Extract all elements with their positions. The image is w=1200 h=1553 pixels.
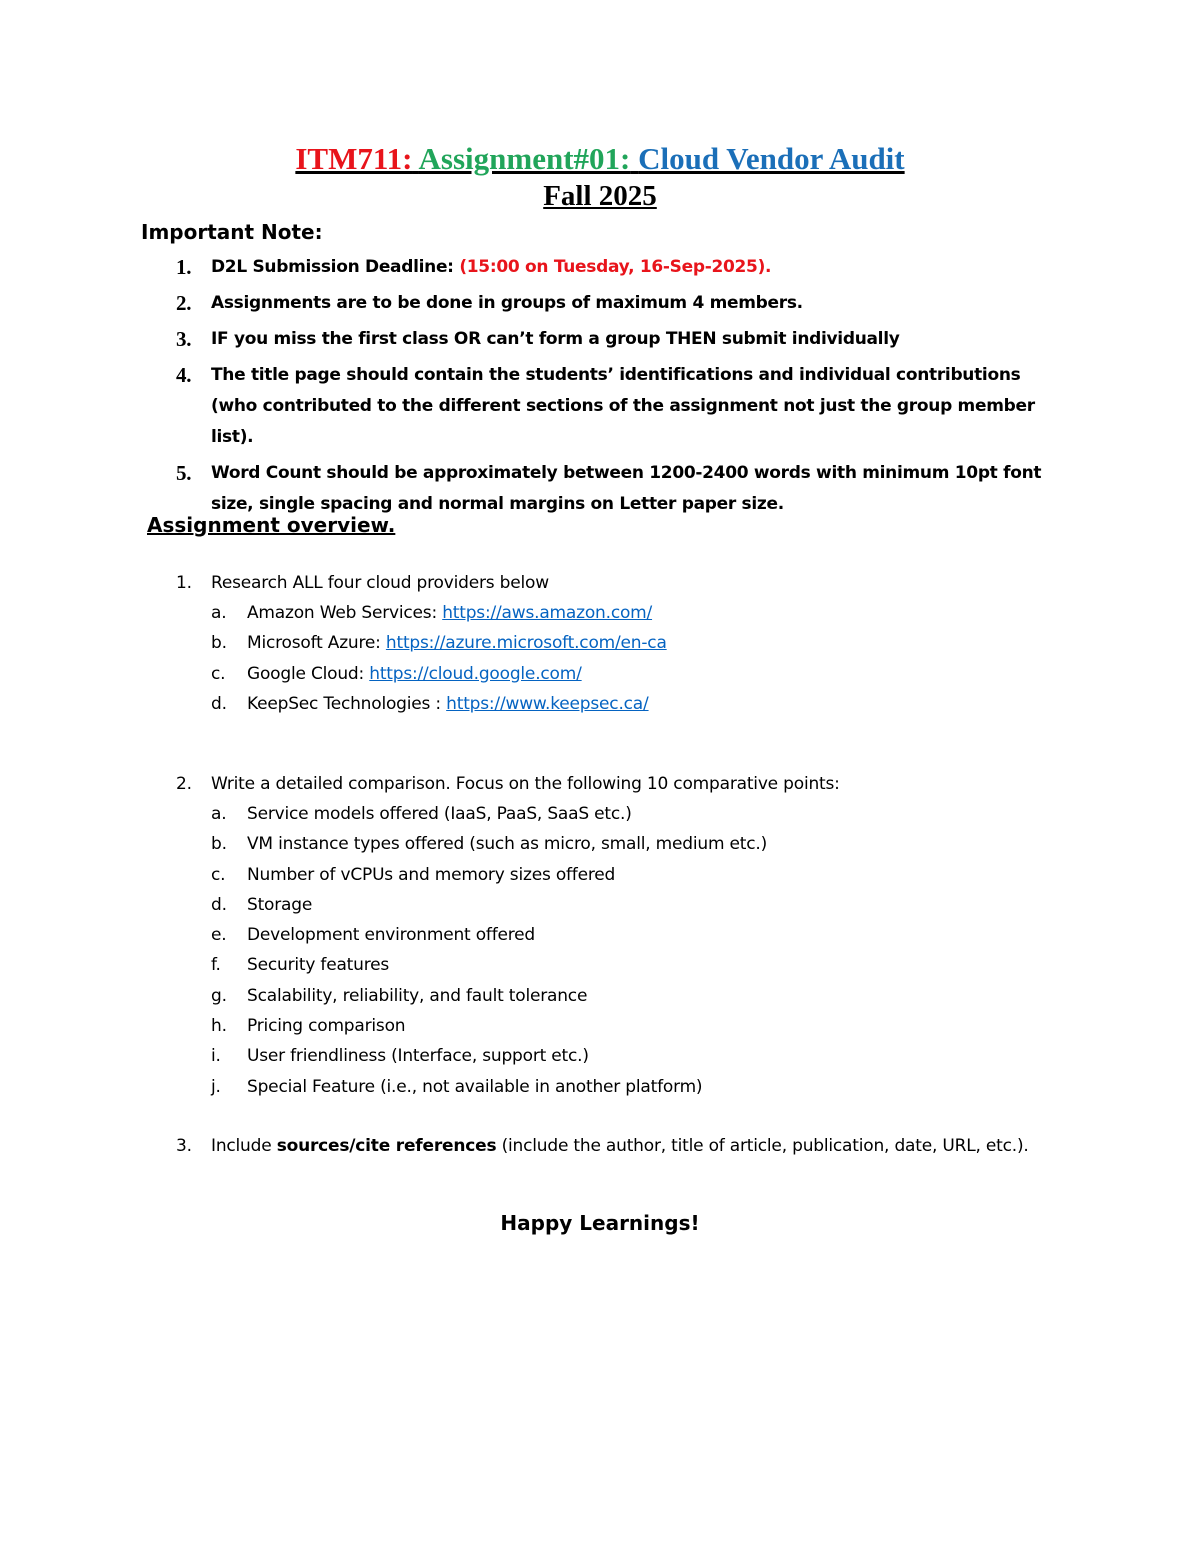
provider-letter: a.	[211, 603, 227, 623]
provider-name: Amazon Web Services:	[247, 603, 443, 623]
note-number: 1.	[176, 255, 192, 279]
comparison-point	[176, 799, 840, 829]
point-letter: c.	[211, 864, 226, 885]
document-title	[0, 140, 1200, 178]
step-text: Write a detailed comparison. Focus on the following 10 comparative points:	[211, 774, 840, 794]
closing-message: Happy Learnings!	[500, 1211, 700, 1235]
comparison-point	[176, 860, 840, 890]
point-letter: a.	[211, 804, 227, 824]
comparison-points-list	[176, 799, 840, 1102]
point-text: Scalability, reliability, and fault tolerance	[247, 985, 588, 1006]
provider-name: Google Cloud:	[247, 663, 370, 684]
provider-item	[176, 628, 667, 658]
step-text: Research ALL four cloud providers below	[211, 573, 549, 593]
point-letter: e.	[211, 925, 227, 946]
overview-heading: Assignment overview.	[147, 513, 396, 537]
step-text-bold: sources/cite references	[276, 1136, 497, 1156]
deadline-label: D2L Submission Deadline:	[211, 257, 460, 277]
azure-link[interactable]: https://azure.microsoft.com/en-ca	[385, 633, 667, 654]
point-letter: h.	[211, 1016, 227, 1037]
step-1	[176, 568, 667, 719]
provider-letter: c.	[211, 663, 226, 684]
google-cloud-link[interactable]: https://cloud.google.com/	[369, 663, 582, 684]
note-item	[176, 360, 1056, 453]
note-item	[176, 324, 1056, 355]
provider-item	[176, 689, 667, 719]
assignment-number: Assignment#01:	[418, 141, 631, 176]
note-number: 4.	[176, 363, 192, 387]
point-text: Security features	[247, 955, 390, 976]
assignment-topic: Cloud Vendor Audit	[638, 141, 905, 176]
provider-list	[176, 598, 667, 719]
point-letter: f.	[211, 955, 221, 976]
note-text: IF you miss the first class OR can’t form a group THEN submit individually	[211, 329, 900, 349]
step-text-suffix: (include the author, title of article, publication, date, URL, etc.).	[496, 1136, 1029, 1156]
step-3	[176, 1131, 1029, 1161]
step-number: 1.	[176, 573, 192, 593]
point-letter: b.	[211, 834, 227, 855]
comparison-point	[176, 829, 840, 859]
comparison-point	[176, 950, 840, 980]
comparison-point	[176, 1041, 840, 1071]
comparison-point	[176, 890, 840, 920]
point-text: Development environment offered	[247, 925, 536, 946]
step-2	[176, 769, 840, 1102]
comparison-point	[176, 920, 840, 950]
note-number: 3.	[176, 327, 192, 351]
step-1-item	[176, 568, 667, 598]
provider-item	[176, 598, 667, 628]
note-number: 2.	[176, 291, 192, 315]
point-text: Pricing comparison	[247, 1016, 406, 1037]
point-letter: j.	[211, 1076, 221, 1097]
comparison-point	[176, 1011, 840, 1041]
deadline-value: (15:00 on Tuesday, 16-Sep-2025).	[459, 257, 772, 277]
course-code: ITM711:	[295, 141, 413, 176]
step-2-item	[176, 769, 840, 799]
provider-letter: d.	[211, 693, 227, 714]
note-text: The title page should contain the students’ identifications and individual contributions (who contributed to the different sections of the assignment not just the group member list).	[211, 365, 1035, 447]
important-note-heading: Important Note:	[141, 220, 323, 244]
note-text: Word Count should be approximately between 1200-2400 words with minimum 10pt font size, single spacing and normal margins on Letter paper size.	[211, 463, 1042, 514]
step-3-item	[176, 1131, 1029, 1161]
aws-link[interactable]: https://aws.amazon.com/	[442, 603, 653, 623]
step-number: 2.	[176, 774, 192, 794]
note-item	[176, 252, 1056, 283]
provider-name: KeepSec Technologies :	[247, 693, 447, 714]
point-text: VM instance types offered (such as micro, small, medium etc.)	[247, 834, 768, 855]
point-letter: i.	[211, 1046, 221, 1067]
provider-letter: b.	[211, 633, 227, 654]
provider-name: Microsoft Azure:	[247, 633, 386, 654]
point-text: Service models offered (IaaS, PaaS, SaaS etc.)	[247, 804, 632, 824]
keepsec-link[interactable]: https://www.keepsec.ca/	[446, 693, 649, 714]
provider-item	[176, 659, 667, 689]
point-text: Storage	[247, 894, 313, 915]
step-text-prefix: Include	[211, 1136, 277, 1156]
note-number: 5.	[176, 461, 192, 485]
title-block	[0, 140, 1200, 214]
point-letter: d.	[211, 894, 227, 915]
point-letter: g.	[211, 985, 227, 1006]
point-text: User friendliness (Interface, support etc.)	[247, 1046, 589, 1067]
comparison-point	[176, 1072, 840, 1102]
note-item	[176, 288, 1056, 319]
step-number: 3.	[176, 1136, 192, 1156]
term-subtitle: Fall 2025	[543, 180, 657, 212]
point-text: Special Feature (i.e., not available in another platform)	[247, 1076, 703, 1097]
important-note-list	[176, 252, 1056, 525]
comparison-point	[176, 981, 840, 1011]
point-text: Number of vCPUs and memory sizes offered	[247, 864, 616, 885]
note-text: Assignments are to be done in groups of maximum 4 members.	[211, 293, 803, 313]
